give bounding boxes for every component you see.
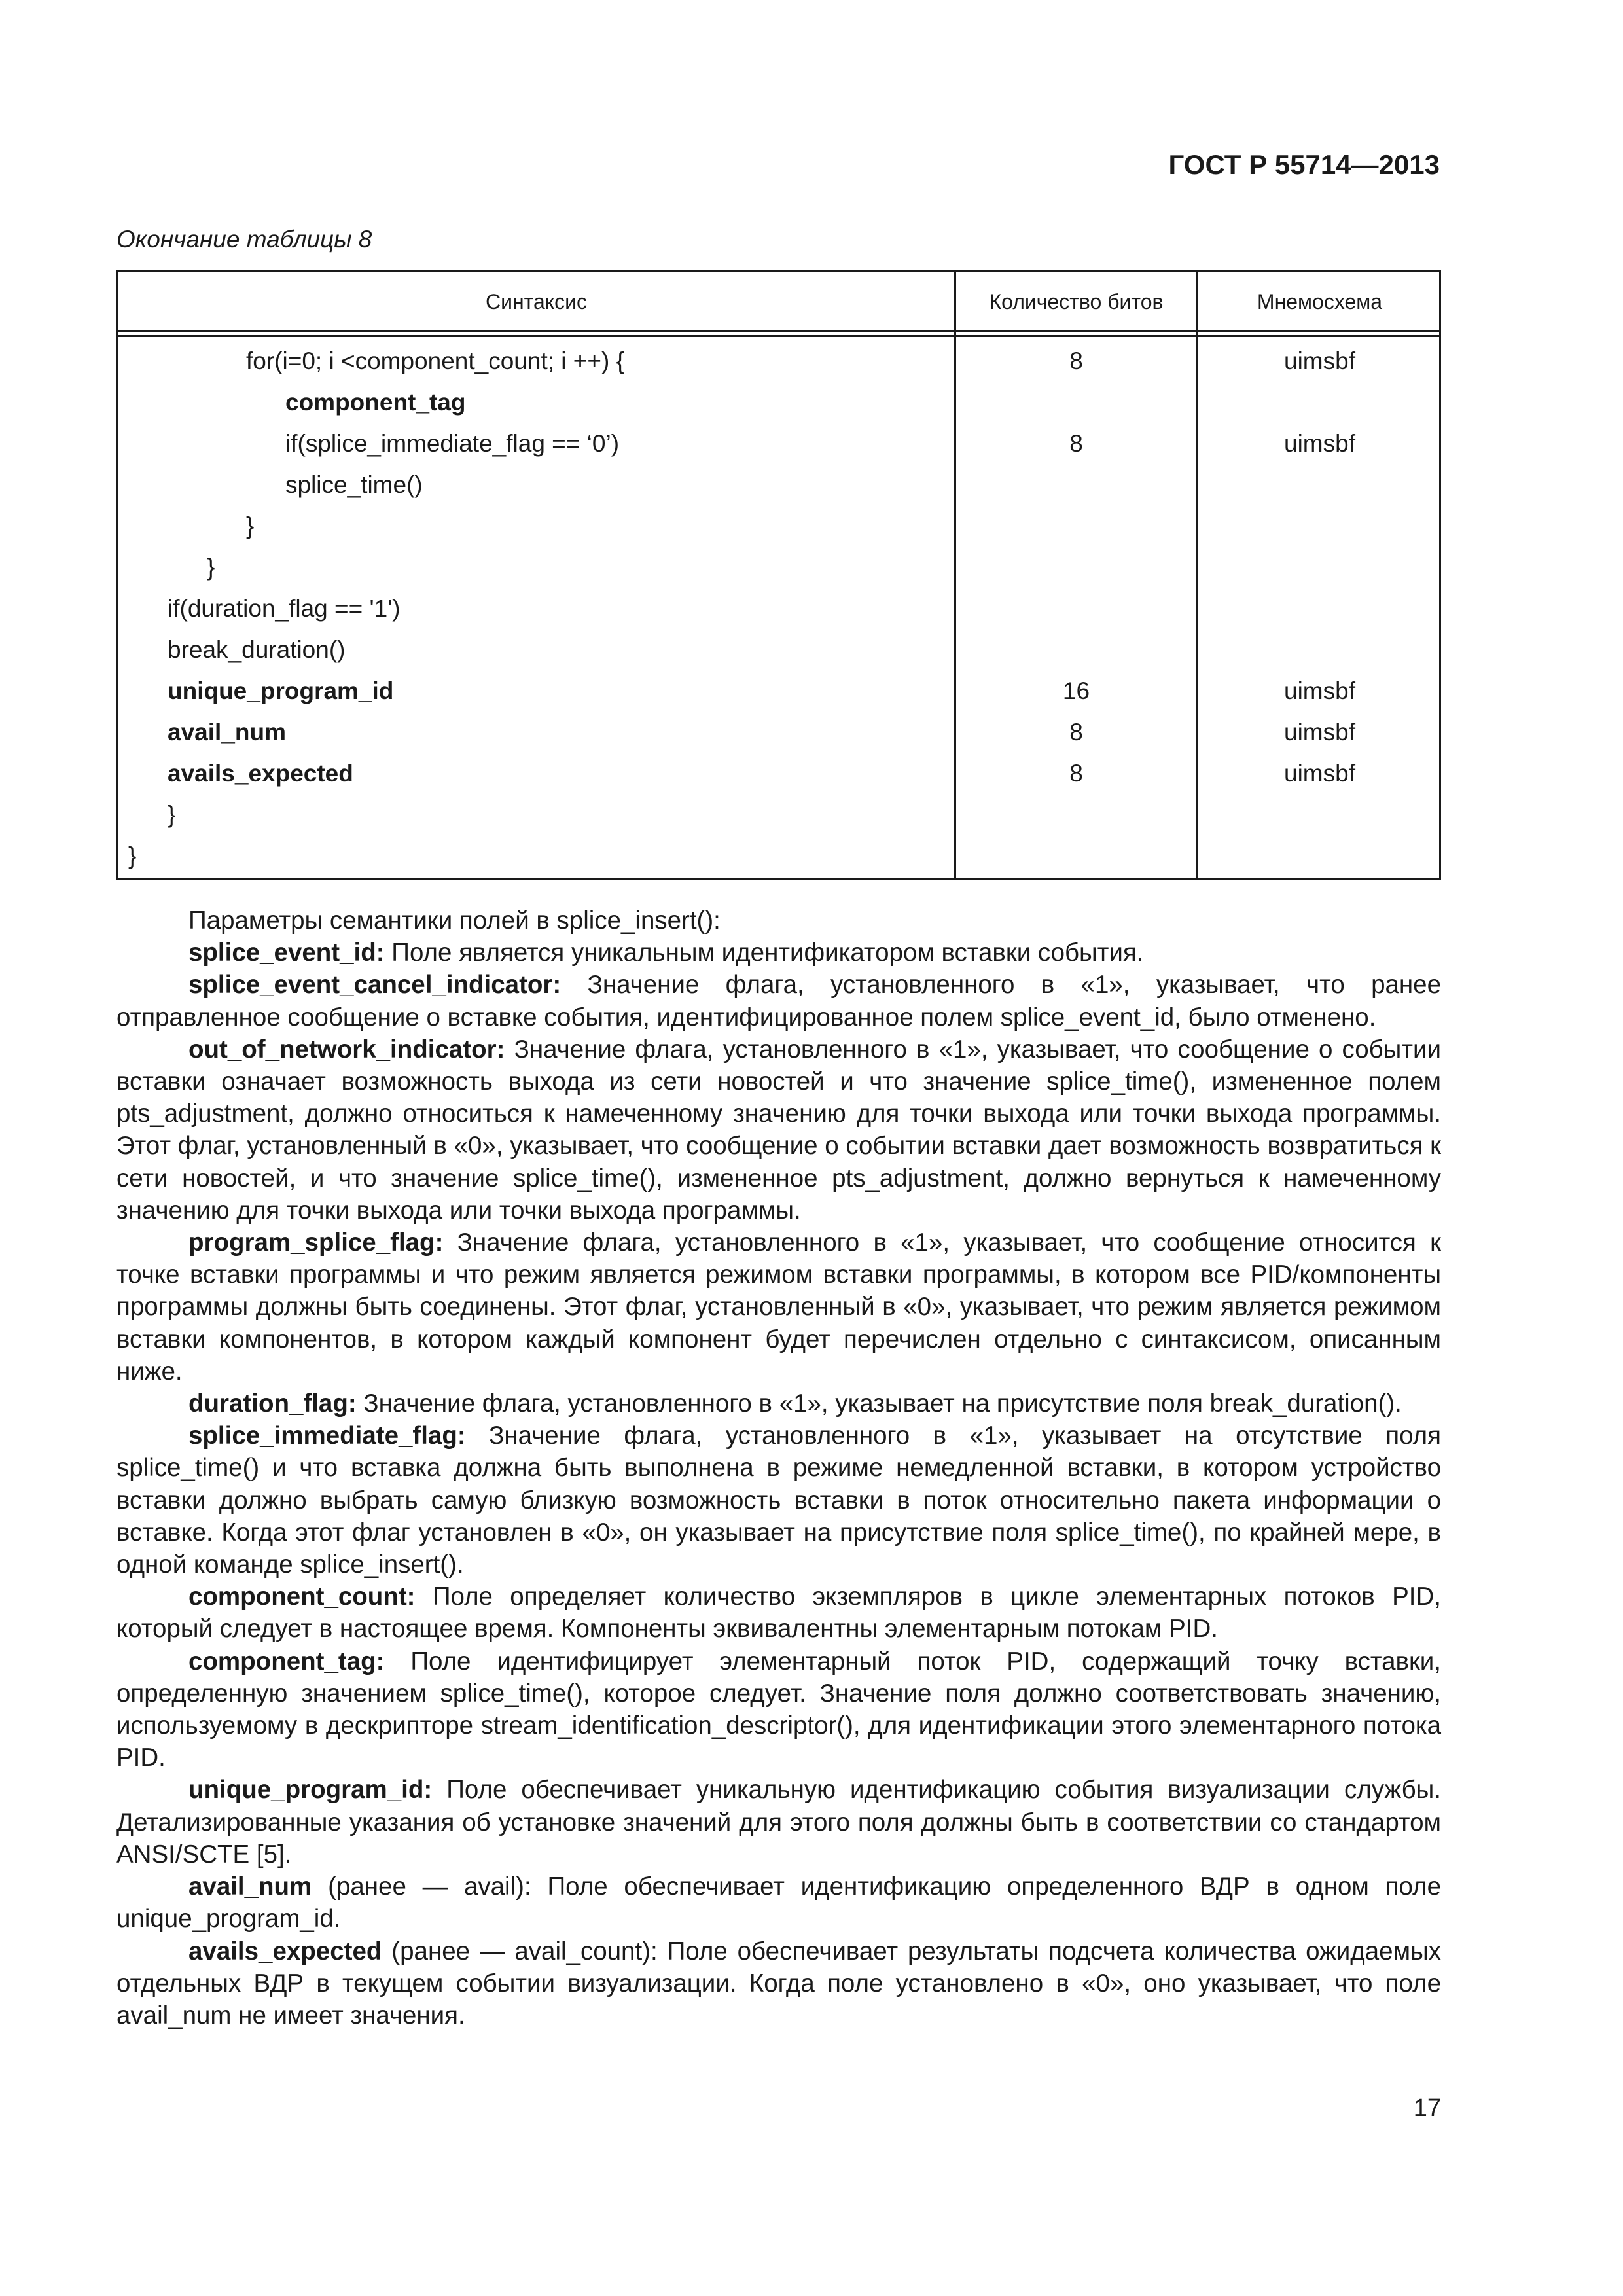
table-row (118, 342, 1439, 383)
field-term: component_count: (188, 1583, 416, 1611)
table-row (118, 713, 1439, 754)
header-mnemonic: Мнемосхема (1257, 289, 1383, 314)
paragraph (116, 1581, 1441, 1645)
table-row (118, 631, 1439, 672)
field-term: program_splice_flag: (188, 1229, 444, 1257)
bits-cell: 8 (1069, 760, 1083, 787)
table-row (118, 548, 1439, 589)
paragraph-text: Поле идентифицирует элементарный поток PID, содержащий точку вставки, определенную значением splice_time(), которое следует. Значение поля должно соответствовать значению, используемому в дескрипторе stream_identification_descriptor(), для идентификации этого элементарного потока PID. (116, 1647, 1441, 1772)
paragraph-text: Значение флага, установленного в «1», указывает, что сообщение относится к точке вставки программы и что режим является режимом вставки программы, в котором все PID/компоненты программы должны быть соединены. Этот флаг, установленный в «0», указывает, что режим является режимом вставки компонентов, в котором каждый компонент будет перечислен отдельно с синтаксисом, описанным ниже. (116, 1229, 1441, 1386)
paragraph (116, 1935, 1441, 2032)
paragraph (116, 1227, 1441, 1388)
table-row (118, 384, 1439, 424)
paragraph-text: Поле является уникальным идентификатором вставки события. (384, 939, 1144, 967)
paragraph-text: Поле определяет количество экземпляров в цикле элементарных потоков PID, который следует в настоящее время. Компоненты эквивалентны элементарным потокам PID. (116, 1583, 1441, 1643)
mnemonic-cell: uimsbf (1284, 430, 1355, 457)
syntax-cell: splice_time() (285, 471, 423, 498)
syntax-cell: component_tag (285, 389, 466, 416)
paragraph (116, 1774, 1441, 1871)
paragraph-text: Значение флага, установленного в «1», указывает на отсутствие поля splice_time() и что вставка должна быть выполнена в режиме немедленной вставки, в котором устройство вставки должно выбрать самую близкую возможность вставки в поток относительно пакета информации о вставке. Когда этот флаг установлен в «0», он указывает на присутствие поля splice_time(), по крайней мере, в одной команде splice_insert(). (116, 1422, 1441, 1579)
syntax-cell: avails_expected (168, 760, 353, 787)
paragraph (116, 1420, 1441, 1581)
table-caption: Окончание таблицы 8 (116, 226, 372, 253)
field-term: component_tag: (188, 1647, 385, 1676)
paragraph (116, 905, 1441, 937)
table-row (118, 796, 1439, 836)
field-term: splice_event_cancel_indicator: (188, 971, 562, 999)
mnemonic-cell: uimsbf (1284, 760, 1355, 787)
field-term: out_of_network_indicator: (188, 1035, 505, 1064)
table-row (118, 466, 1439, 507)
field-term: splice_immediate_flag: (188, 1422, 466, 1450)
paragraph (116, 937, 1441, 969)
field-term: splice_event_id: (188, 939, 385, 967)
mnemonic-cell: uimsbf (1284, 677, 1355, 704)
table-row (118, 590, 1439, 630)
syntax-cell: unique_program_id (168, 677, 394, 704)
syntax-cell: } (246, 512, 255, 539)
paragraph (116, 969, 1441, 1033)
table-row (118, 837, 1439, 878)
paragraph-text: (ранее — avail): Поле обеспечивает идентификацию определенного ВДР в одном поле unique_program_id. (116, 1873, 1441, 1933)
paragraph (116, 1388, 1441, 1420)
page-number: 17 (1413, 2094, 1441, 2122)
paragraph-text: (ранее — avail_count): Поле обеспечивает результаты подсчета количества ожидаемых отдельных ВДР в текущем событии визуализации. Когда поле установлено в «0», оно указывает, что поле avail_num не имеет значения. (116, 1937, 1441, 2030)
table-row (118, 507, 1439, 548)
table-row (118, 755, 1439, 795)
paragraph (116, 1871, 1441, 1935)
table-row (118, 425, 1439, 465)
paragraph-text: Значение флага, установленного в «1», указывает, что сообщение о событии вставки означает возможность выхода из сети новостей и что значение splice_time(), измененное полем pts_adjustment, должно относиться к намеченному значению для точки выхода или точки выхода программы. Этот флаг, установленный в «0», указывает, что сообщение о событии вставки дает возможность возвратиться к сети новостей, и что значение splice_time(), измененное pts_adjustment, должно вернуться к намеченному значению для точки выхода или точки выхода программы. (116, 1035, 1441, 1225)
paragraph-text: Значение флага, установленного в «1», указывает, что ранее отправленное сообщение о вставке события, идентифицированное полем splice_event_id, было отменено. (116, 971, 1441, 1031)
bits-cell: 8 (1069, 430, 1083, 457)
mnemonic-cell: uimsbf (1284, 348, 1355, 374)
syntax-cell: } (207, 554, 215, 581)
syntax-cell: break_duration() (168, 636, 346, 663)
field-term: avails_expected (188, 1937, 382, 1965)
syntax-cell: } (128, 842, 137, 869)
semantics-text (116, 905, 1441, 2032)
field-term: duration_flag: (188, 1390, 357, 1418)
mnemonic-cell: uimsbf (1284, 719, 1355, 745)
paragraph-text: Поле обеспечивает уникальную идентификацию события визуализации службы. Детализированные указания об установке значений для этого поля должны быть в соответствии со стандартом ANSI/SCTE [5]. (116, 1776, 1441, 1869)
document-id: ГОСТ Р 55714—2013 (1168, 149, 1440, 180)
syntax-cell: avail_num (168, 719, 286, 745)
paragraph (116, 1033, 1441, 1227)
bits-cell: 16 (1062, 677, 1090, 704)
bits-cell: 8 (1069, 719, 1083, 745)
header-syntax: Синтаксис (486, 289, 587, 314)
syntax-cell: if(duration_flag == '1') (168, 595, 401, 622)
header-bits: Количество битов (989, 289, 1164, 314)
syntax-cell: for(i=0; i <component_count; i ++) { (246, 348, 624, 374)
bits-cell: 8 (1069, 348, 1083, 374)
table-header-divider (118, 335, 1439, 337)
paragraph-text: Параметры семантики полей в splice_insert(): (188, 906, 721, 935)
syntax-cell: } (168, 801, 176, 828)
field-term: avail_num (188, 1873, 312, 1901)
paragraph (116, 1645, 1441, 1774)
paragraph-text: Значение флага, установленного в «1», указывает на присутствие поля break_duration(). (356, 1390, 1402, 1418)
syntax-cell: if(splice_immediate_flag == ‘0’) (285, 430, 620, 457)
syntax-table (116, 270, 1441, 880)
field-term: unique_program_id: (188, 1776, 433, 1804)
table-row (118, 672, 1439, 713)
